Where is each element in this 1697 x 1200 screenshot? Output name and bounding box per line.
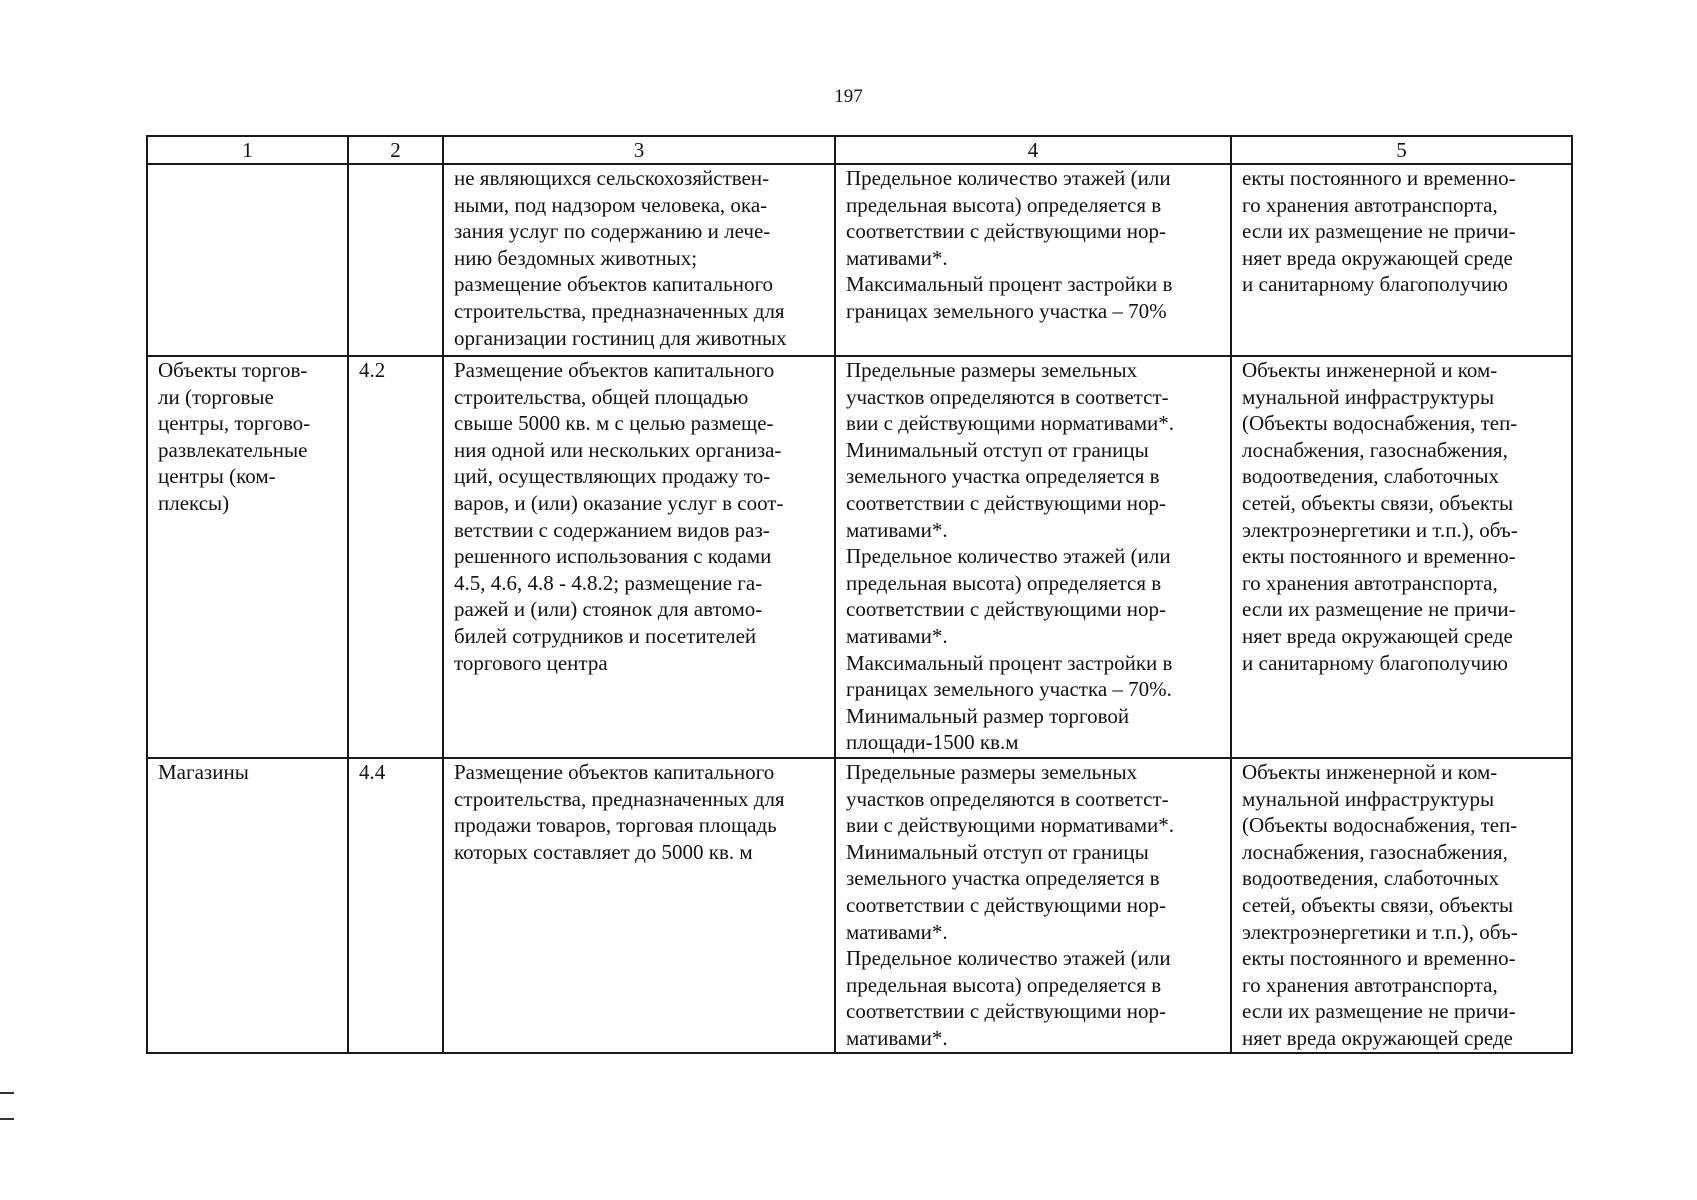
cell-use-description: Размещение объектов капитального строительства, общей площадью свыше 5000 кв. м с целью размеще- ния одной или нескольких организа- ций, осуществляющих продажу то- варов, и (или) оказание услуг в соот- ветствии с содержанием видов раз- решенного использования с кодами 4.5, 4.6, 4.8 - 4.8.2; размещение га- ражей и (или) стоянок для автомо- билей сотрудников и посетителей торгового центра bbox=[443, 356, 835, 758]
page-number: 197 bbox=[834, 86, 863, 107]
column-header-1: 1 bbox=[147, 136, 348, 164]
cell-auxiliary-uses: екты постоянного и временно- го хранения автотранспорта, если их размещение не причи- няет вреда окружающей среде и санитарному благополучию bbox=[1231, 164, 1572, 356]
cell-parameters: Предельное количество этажей (или предельная высота) определяется в соответствии с действующими нор- мативами*. Максимальный процент застройки в границах земельного участка – 70% bbox=[835, 164, 1231, 356]
cell-parameters: Предельные размеры земельных участков определяются в соответст- вии с действующими нормативами*. Минимальный отступ от границы земельного участка определяется в соответствии с действующими нор- мативами*. Предельное количество этажей (или предельная высота) определяется в соответствии с действующими нор- мативами*. Максимальный процент застройки в границах земельного участка – 70%. Минимальный размер торговой площади-1500 кв.м bbox=[835, 356, 1231, 758]
table-row bbox=[147, 356, 1572, 758]
table-row bbox=[147, 164, 1572, 356]
cell-use-name: Магазины bbox=[147, 758, 348, 1053]
cell-use-code: 4.2 bbox=[348, 356, 443, 758]
column-header-3: 3 bbox=[443, 136, 835, 164]
cell-use-code: 4.4 bbox=[348, 758, 443, 1053]
cell-auxiliary-uses: Объекты инженерной и ком- мунальной инфраструктуры (Объекты водоснабжения, теп- лоснабжения, газоснабжения, водоотведения, слаботочных сетей, объекты связи, объекты электроэнергетики и т.п.), объ- екты постоянного и временно- го хранения автотранспорта, если их размещение не причи- няет вреда окружающей среде и санитарному благополучию bbox=[1231, 356, 1572, 758]
cell-auxiliary-uses: Объекты инженерной и ком- мунальной инфраструктуры (Объекты водоснабжения, теп- лоснабжения, газоснабжения, водоотведения, слаботочных сетей, объекты связи, объекты электроэнергетики и т.п.), объ- екты постоянного и временно- го хранения автотранспорта, если их размещение не причи- няет вреда окружающей среде bbox=[1231, 758, 1572, 1053]
land-use-table bbox=[146, 135, 1573, 1054]
cell-parameters: Предельные размеры земельных участков определяются в соответст- вии с действующими нормативами*. Минимальный отступ от границы земельного участка определяется в соответствии с действующими нор- мативами*. Предельное количество этажей (или предельная высота) определяется в соответствии с действующими нор- мативами*. bbox=[835, 758, 1231, 1053]
cell-use-name bbox=[147, 164, 348, 356]
table-header-row bbox=[147, 136, 1572, 164]
cell-use-description: не являющихся сельскохозяйствен- ными, под надзором человека, ока- зания услуг по содержанию и лече- нию бездомных животных; размещение объектов капитального строительства, предназначенных для организации гостиниц для животных bbox=[443, 164, 835, 356]
cell-use-description: Размещение объектов капитального строительства, предназначенных для продажи товаров, торговая площадь которых составляет до 5000 кв. м bbox=[443, 758, 835, 1053]
column-header-2: 2 bbox=[348, 136, 443, 164]
scan-margin-mark bbox=[0, 1092, 14, 1094]
table-row bbox=[147, 758, 1572, 1053]
scan-margin-mark bbox=[0, 1118, 14, 1120]
cell-use-code bbox=[348, 164, 443, 356]
cell-use-name: Объекты торгов- ли (торговые центры, торгово- развлекательные центры (ком- плексы) bbox=[147, 356, 348, 758]
column-header-4: 4 bbox=[835, 136, 1231, 164]
column-header-5: 5 bbox=[1231, 136, 1572, 164]
